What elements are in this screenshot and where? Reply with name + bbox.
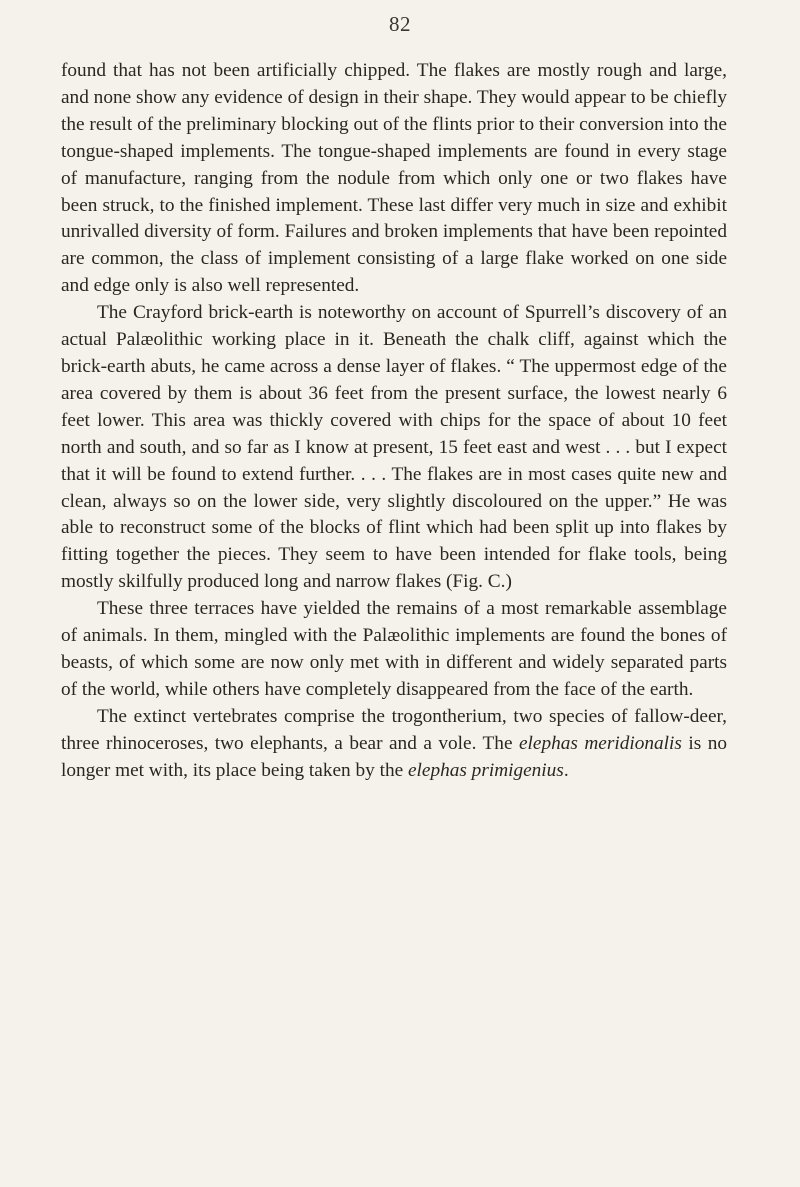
paragraph-4-text-c: . bbox=[563, 759, 569, 781]
species-name-primigenius: elephas primigenius bbox=[407, 759, 564, 781]
paragraph-3-text: These three terraces have yielded the remains of a most remarkable assemblage of animals. In them, mingled with the Palæolithic implements are found the bones of beasts, of which some are now only met with in different and widely separated parts of the world, while others have completely disappeared from the face of the earth. bbox=[61, 598, 727, 700]
paragraph-3 bbox=[61, 596, 727, 704]
paragraph-4-text-a: The extinct vertebrates comprise the trogontherium, two species of fallow-deer, three rhinoceroses, two elephants, a bear and a vole. The bbox=[61, 705, 727, 754]
paragraph-4-text-b: is no longer met with, its place being taken by the bbox=[61, 732, 727, 781]
page-number: 82 bbox=[389, 12, 411, 36]
body-text bbox=[61, 58, 727, 784]
species-name-meridionalis: elephas meridionalis bbox=[519, 732, 682, 754]
paragraph-1 bbox=[61, 58, 727, 300]
paragraph-4 bbox=[61, 704, 727, 785]
paragraph-1-text: found that has not been artificially chipped. The flakes are mostly rough and large, and none show any evidence of design in their shape. They would appear to be chiefly the result of the preliminary blocking out of the flints prior to their conversion into the tongue-shaped implements. The tongue-shaped implements are found in every stage of manufacture, ranging from the nodule from which only one or two flakes have been struck, to the finished implement. These last differ very much in size and exhibit unrivalled diversity of form. Failures and broken implements that have been repointed are common, the class of implement consisting of a large flake worked on one side and edge only is also well represented. bbox=[61, 60, 727, 297]
paragraph-2 bbox=[61, 300, 727, 596]
paragraph-2-text: The Crayford brick-earth is noteworthy on account of Spurrell’s discovery of an actual Palæolithic working place in it. Beneath the chalk cliff, against which the brick-earth abuts, he came across a dense layer of flakes. “ The uppermost edge of the area covered by them is about 36 feet from the present surface, the lowest nearly 6 feet lower. This area was thickly covered with chips for the space of about 10 feet north and south, and so far as I know at present, 15 feet east and west . . . but I expect that it will be found to extend further. . . . The flakes are in most cases quite new and clean, always so on the lower side, very slightly discoloured on the upper.” He was able to reconstruct some of the blocks of flint which had been split up into flakes by fitting together the pieces. They seem to have been intended for flake tools, being mostly skilfully produced long and narrow flakes (Fig. C.) bbox=[61, 302, 727, 593]
